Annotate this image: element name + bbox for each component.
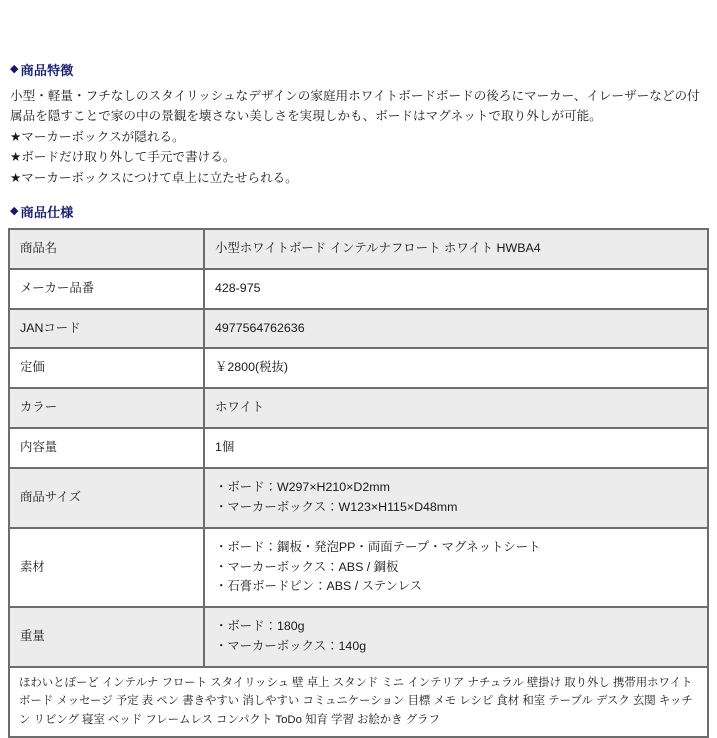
spec-value-line: ホワイト bbox=[215, 400, 265, 415]
feature-bullet-3: ★マーカーボックスにつけて卓上に立たせられる。 bbox=[10, 170, 298, 185]
specs-heading-label: 商品仕様 bbox=[20, 204, 74, 220]
spec-value-line: ・マーカーボックス：ABS / 鋼板 bbox=[215, 559, 399, 574]
spec-value-line: ￥2800(税抜) bbox=[215, 360, 288, 375]
spec-label-cell: カラー bbox=[10, 389, 205, 429]
table-row bbox=[10, 608, 709, 668]
keyword-list: ほわいとぼーど インテルナ フロート スタイリッシュ 壁 卓上 スタンド ミニ インテリア ナチュラル 壁掛け 取り外し 携帯用ホワイトボード メッセージ 予定 表 ペン 書きやすい 消しやすい コミュニケーション 目標 メモ レシピ 食材 和室 テーブル デスク 玄関 キッチン リビング 寝室 ベッド フレームレス コンパクト ToDo 知育 学習 お絵かき グラフ bbox=[8, 668, 709, 738]
spec-value-line: ・ボード：W297×H210×D2mm bbox=[215, 480, 390, 495]
table-row bbox=[10, 270, 709, 310]
spec-value-cell bbox=[205, 349, 709, 389]
spec-value-line: 428-975 bbox=[215, 280, 261, 295]
spec-value-cell bbox=[205, 608, 709, 668]
spec-label-cell: 定価 bbox=[10, 349, 205, 389]
feature-description: 小型・軽量・フチなしのスタイリッシュなデザインの家庭用ホワイトボードボードの後ろにマーカー、イレーザーなどの付属品を隠すことで家の中の景観を壊さない美しさを実現しかも、ボードはマグネットで取り外しが可能。 bbox=[10, 89, 700, 124]
table-row bbox=[10, 429, 709, 469]
spec-table-body bbox=[10, 230, 709, 668]
spec-value-cell bbox=[205, 270, 709, 310]
spec-value-cell bbox=[205, 529, 709, 609]
table-row bbox=[10, 389, 709, 429]
table-row bbox=[10, 469, 709, 529]
specs-heading bbox=[10, 202, 709, 221]
spec-value-line: 小型ホワイトボード インテルナフロート ホワイト HWBA4 bbox=[215, 240, 541, 255]
spec-value-cell bbox=[205, 389, 709, 429]
spec-value-line: 4977564762636 bbox=[215, 320, 305, 335]
top-spacer bbox=[8, 0, 709, 60]
table-row bbox=[10, 310, 709, 350]
diamond-icon: ◆ bbox=[10, 204, 19, 217]
feature-bullet-1: ★マーカーボックスが隠れる。 bbox=[10, 129, 185, 144]
table-row bbox=[10, 529, 709, 609]
features-heading bbox=[10, 60, 709, 79]
spec-value-cell bbox=[205, 310, 709, 350]
spec-label-cell: 商品名 bbox=[10, 230, 205, 270]
features-heading-label: 商品特徴 bbox=[20, 63, 74, 78]
spec-label-cell: 商品サイズ bbox=[10, 469, 205, 529]
table-row bbox=[10, 349, 709, 389]
feature-bullet-2: ★ボードだけ取り外して手元で書ける。 bbox=[10, 150, 236, 165]
spec-value-line: 1個 bbox=[215, 440, 235, 455]
diamond-icon: ◆ bbox=[10, 63, 19, 75]
spec-value-line: ・ボード：鋼板・発泡PP・両面テープ・マグネットシート bbox=[215, 539, 541, 554]
spec-value-line: ・マーカーボックス：140g bbox=[215, 639, 367, 654]
spec-value-cell bbox=[205, 469, 709, 529]
spec-value-cell bbox=[205, 230, 709, 270]
spec-table bbox=[8, 228, 709, 668]
features-body bbox=[10, 86, 709, 188]
spec-value-line: ・石膏ボードピン：ABS / ステンレス bbox=[215, 579, 423, 594]
spec-value-cell bbox=[205, 429, 709, 469]
spec-label-cell: 素材 bbox=[10, 529, 205, 609]
spec-value-line: ・マーカーボックス：W123×H115×D48mm bbox=[215, 499, 458, 514]
spec-label-cell: 重量 bbox=[10, 608, 205, 668]
spec-label-cell: JANコード bbox=[10, 310, 205, 350]
spec-label-cell: 内容量 bbox=[10, 429, 205, 469]
spec-value-line: ・ボード：180g bbox=[215, 619, 305, 634]
table-row bbox=[10, 230, 709, 270]
spec-label-cell: メーカー品番 bbox=[10, 270, 205, 310]
